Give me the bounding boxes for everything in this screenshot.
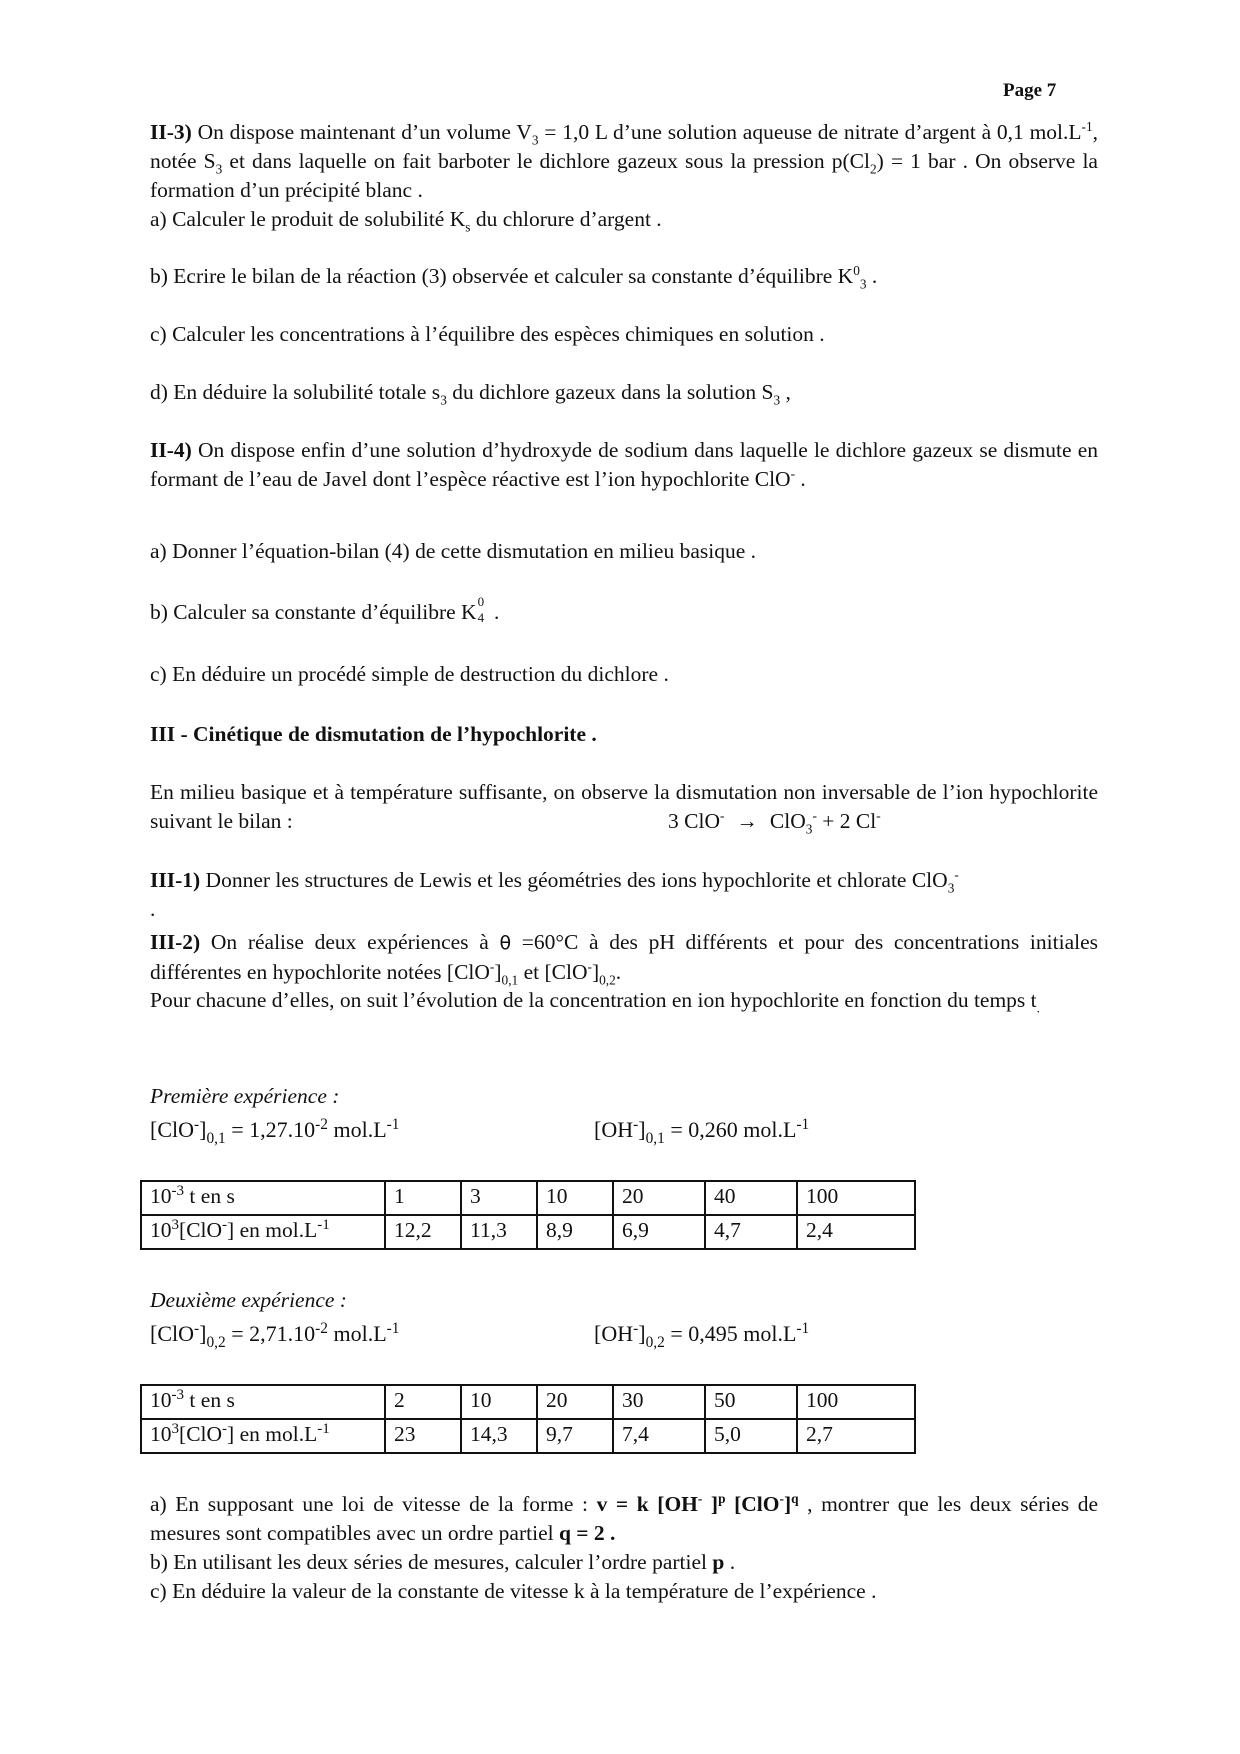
table-cell: 6,9 <box>613 1215 705 1249</box>
reaction-arrow: → <box>736 809 758 833</box>
subscript: 3 <box>440 392 447 408</box>
superscript: -3 <box>171 1183 185 1199</box>
superscript: -1 <box>317 1421 330 1437</box>
partial-order-q: q = 2 . <box>558 1521 616 1545</box>
table-cell: 4,7 <box>705 1215 797 1249</box>
text: On réalise deux expériences à <box>200 930 500 954</box>
text: b) En utilisant les deux séries de mesures, calculer l’ordre partiel <box>150 1550 713 1574</box>
superscript: - <box>633 1320 639 1337</box>
table-row <box>141 1215 915 1249</box>
table-cell: 10 <box>461 1385 537 1419</box>
superscript: - <box>633 1116 639 1133</box>
table-cell: 1 <box>385 1181 461 1215</box>
subscript: 3 <box>215 161 223 177</box>
dismutation-equation <box>668 807 881 836</box>
exp2-title: Deuxième expérience : <box>150 1288 347 1312</box>
text: t en s <box>184 1184 235 1208</box>
text: ] en mol.L <box>227 1218 318 1242</box>
text: 3 ClO <box>668 809 720 833</box>
question-iii2-follow <box>150 986 1098 1015</box>
text: . <box>724 1550 736 1574</box>
question-ii4-a: a) Donner l’équation-bilan (4) de cette dismutation en milieu basique . <box>150 539 756 563</box>
text: . <box>866 264 878 288</box>
subscript: 3 <box>947 880 955 896</box>
section-ii3-intro <box>150 118 1098 205</box>
subscript: 0,2 <box>599 972 616 988</box>
table-cell: 20 <box>537 1385 613 1419</box>
text: Pour chacune d’elles, on suit l’évolution de la concentration en ion hypochlorite en fonction du temps t <box>150 988 1037 1012</box>
text: Donner les structures de Lewis et les géométries des ions hypochlorite et chlorate ClO <box>200 868 948 892</box>
text: [OH <box>594 1321 634 1346</box>
subscript: 0,2 <box>206 1334 226 1351</box>
section-iii-title <box>150 720 1098 749</box>
section-iii1-label: III-1) <box>150 868 201 892</box>
superscript: -3 <box>171 1387 185 1403</box>
text: ] <box>199 1117 207 1142</box>
subscript: 3 <box>859 276 867 292</box>
question-iii1 <box>150 866 1098 924</box>
superscript: 3 <box>171 1421 180 1437</box>
superscript: p <box>718 1490 726 1506</box>
question-iii2-b <box>150 1548 1098 1577</box>
subscript: 3 <box>773 392 781 408</box>
text: ClO <box>769 809 806 833</box>
table-cell: 11,3 <box>461 1215 537 1249</box>
superscript: -1 <box>1081 118 1093 134</box>
exp2-oh-initial <box>594 1319 810 1351</box>
table-cell: 20 <box>613 1181 705 1215</box>
subscript: 0,1 <box>645 1130 665 1147</box>
superscript: - <box>954 866 959 882</box>
superscript: -1 <box>796 1320 810 1337</box>
superscript: - <box>812 807 817 823</box>
text: [ClO <box>725 1492 780 1516</box>
subscript: 0,2 <box>645 1334 665 1351</box>
text: = 0,495 mol.L <box>664 1321 797 1346</box>
text: du dichlore gazeux dans la solution S <box>446 380 774 404</box>
text: v = k [OH <box>596 1492 698 1516</box>
table-cell: 2 <box>385 1385 461 1419</box>
section-ii4-intro <box>150 436 1098 494</box>
section-ii3-label: II-3) <box>150 120 192 144</box>
question-ii3-d <box>150 378 1098 407</box>
subscript: . <box>1036 1000 1040 1016</box>
text: , notée S <box>150 120 1099 173</box>
superscript: 0 <box>853 262 860 278</box>
question-iii2-a <box>150 1490 1098 1548</box>
k4-indices <box>477 594 489 625</box>
question-iii2 <box>150 928 1098 987</box>
text: b) Ecrire le bilan de la réaction (3) observée et calculer sa constante d’équilibre K <box>150 264 854 288</box>
table-cell: 40 <box>705 1181 797 1215</box>
table-header-cell <box>141 1419 385 1453</box>
text: . <box>615 960 622 984</box>
text: = 2,71.10 <box>225 1321 316 1346</box>
table-cell: 50 <box>705 1385 797 1419</box>
section-iii-intro: En milieu basique et à température suffisante, on observe la dismutation non inversable de l’ion hypochlorite suivant le bilan : <box>150 780 1098 833</box>
superscript: -1 <box>796 1116 810 1133</box>
text: , <box>780 380 791 404</box>
subscript: 4 <box>477 610 485 625</box>
rate-law <box>597 1492 799 1516</box>
section-ii4-label: II-4) <box>150 438 192 462</box>
text: ] <box>591 960 600 984</box>
page-number: Page 7 <box>1003 80 1057 101</box>
table-cell: 2,7 <box>797 1419 915 1453</box>
table-cell: 2,4 <box>797 1215 915 1249</box>
text: ] <box>702 1492 719 1516</box>
table-cell: 12,2 <box>385 1215 461 1249</box>
subscript: 3 <box>531 132 539 148</box>
text: ] <box>494 960 502 984</box>
text: ) = 1 bar . On observe la formation d’un précipité blanc . <box>150 149 1098 202</box>
subscript: 2 <box>870 161 877 177</box>
text: = 1,0 L d’une solution aqueuse de nitrate d’argent à 0,1 mol.L <box>538 120 1082 144</box>
table-header-cell <box>141 1181 385 1215</box>
text: d) En déduire la solubilité totale s <box>150 380 441 404</box>
question-ii3-c: c) Calculer les concentrations à l’équilibre des espèces chimiques en solution . <box>150 322 825 346</box>
text: = 0,260 mol.L <box>664 1117 797 1142</box>
text: On dispose maintenant d’un volume V <box>191 120 532 144</box>
text: . <box>488 600 500 624</box>
text: = 1,27.10 <box>225 1117 316 1142</box>
table-row <box>141 1419 915 1453</box>
superscript: - <box>876 807 881 823</box>
superscript: - <box>194 1116 200 1133</box>
superscript: 0 <box>477 594 485 609</box>
superscript: - <box>587 958 592 974</box>
table-cell: 8,9 <box>537 1215 613 1249</box>
table-header-cell <box>141 1215 385 1249</box>
text: ] en mol.L <box>227 1422 318 1446</box>
text: b) Calculer sa constante d’équilibre K <box>150 600 477 624</box>
text: + 2 Cl <box>816 809 877 833</box>
superscript: 3 <box>171 1217 180 1233</box>
text: . <box>795 467 806 491</box>
text: ] <box>199 1321 207 1346</box>
table-row <box>141 1385 915 1419</box>
text: 10 <box>150 1218 172 1242</box>
text: mol.L <box>327 1117 387 1142</box>
superscript: - <box>222 1421 228 1437</box>
subscript: 0,1 <box>501 972 519 988</box>
question-ii3-a <box>150 205 1098 234</box>
text: =60°C à des pH différents et pour des concentrations initiales différentes en hypochlorite notées [ClO <box>150 930 1098 984</box>
superscript: q <box>791 1490 799 1506</box>
exp1-table <box>140 1180 916 1250</box>
question-ii3-b <box>150 262 1098 291</box>
question-iii2-c: c) En déduire la valeur de la constante de vitesse k à la température de l’expérience . <box>150 1579 877 1603</box>
subscript: 0,1 <box>206 1130 226 1147</box>
text: . <box>150 897 156 921</box>
text: [OH <box>594 1117 634 1142</box>
text: 10 <box>150 1422 172 1446</box>
table-cell: 10 <box>537 1181 613 1215</box>
exp1-oh-initial <box>594 1115 810 1147</box>
superscript: -1 <box>386 1116 400 1133</box>
superscript: - <box>779 1490 784 1506</box>
subscript: s <box>465 219 471 235</box>
text: mol.L <box>327 1321 387 1346</box>
superscript: - <box>719 807 725 823</box>
exp1-title: Première expérience : <box>150 1084 340 1108</box>
table-cell: 14,3 <box>461 1419 537 1453</box>
heading: III - Cinétique de dismutation de l’hypochlorite . <box>150 722 597 746</box>
text: [ClO <box>179 1218 223 1242</box>
theta-symbol: θ <box>499 932 512 954</box>
superscript: -1 <box>386 1320 400 1337</box>
text: t en s <box>184 1388 235 1412</box>
question-ii4-b <box>150 594 1098 627</box>
superscript: - <box>194 1320 200 1337</box>
text: ] <box>783 1492 792 1516</box>
superscript: - <box>489 958 495 974</box>
text: 10 <box>150 1388 172 1412</box>
table-row <box>141 1181 915 1215</box>
text: [ClO <box>179 1422 223 1446</box>
text: [ClO <box>150 1321 194 1346</box>
partial-order-p: p <box>712 1550 725 1574</box>
table-cell: 30 <box>613 1385 705 1419</box>
superscript: - <box>790 465 796 481</box>
superscript: - <box>222 1217 228 1233</box>
subscript: 3 <box>805 821 813 837</box>
exp1-clo-initial <box>150 1115 400 1147</box>
text: , montrer que les deux séries de mesures sont compatibles avec un ordre partiel <box>150 1492 1098 1545</box>
section-iii2-label: III-2) <box>150 930 201 954</box>
table-cell: 5,0 <box>705 1419 797 1453</box>
superscript: - <box>697 1490 703 1506</box>
table-cell: 3 <box>461 1181 537 1215</box>
superscript: -1 <box>317 1217 330 1233</box>
table-cell: 7,4 <box>613 1419 705 1453</box>
text: ] <box>638 1321 646 1346</box>
text: et dans laquelle on fait barboter le dichlore gazeux sous la pression p(Cl <box>222 149 870 173</box>
text: a) Calculer le produit de solubilité K <box>150 207 466 231</box>
table-header-cell <box>141 1385 385 1419</box>
text: ] <box>638 1117 646 1142</box>
text: On dispose enfin d’une solution d’hydroxyde de sodium dans laquelle le dichlore gazeux se dismute en formant de l’eau de Javel dont l’espèce réactive est l’ion hypochlorite ClO <box>150 438 1098 491</box>
question-ii4-c: c) En déduire un procédé simple de destruction du dichlore . <box>150 662 669 686</box>
table-cell: 100 <box>797 1385 915 1419</box>
exp2-clo-initial <box>150 1319 400 1351</box>
text: a) En supposant une loi de vitesse de la forme : <box>150 1492 597 1516</box>
table-cell: 100 <box>797 1181 915 1215</box>
text: [ClO <box>150 1117 194 1142</box>
text: du chlorure d’argent . <box>470 207 662 231</box>
superscript: -2 <box>315 1116 328 1133</box>
table-cell: 9,7 <box>537 1419 613 1453</box>
exp2-table <box>140 1384 916 1454</box>
superscript: -2 <box>315 1320 328 1337</box>
text: et [ClO <box>518 960 588 984</box>
text: 10 <box>150 1184 172 1208</box>
table-cell: 23 <box>385 1419 461 1453</box>
